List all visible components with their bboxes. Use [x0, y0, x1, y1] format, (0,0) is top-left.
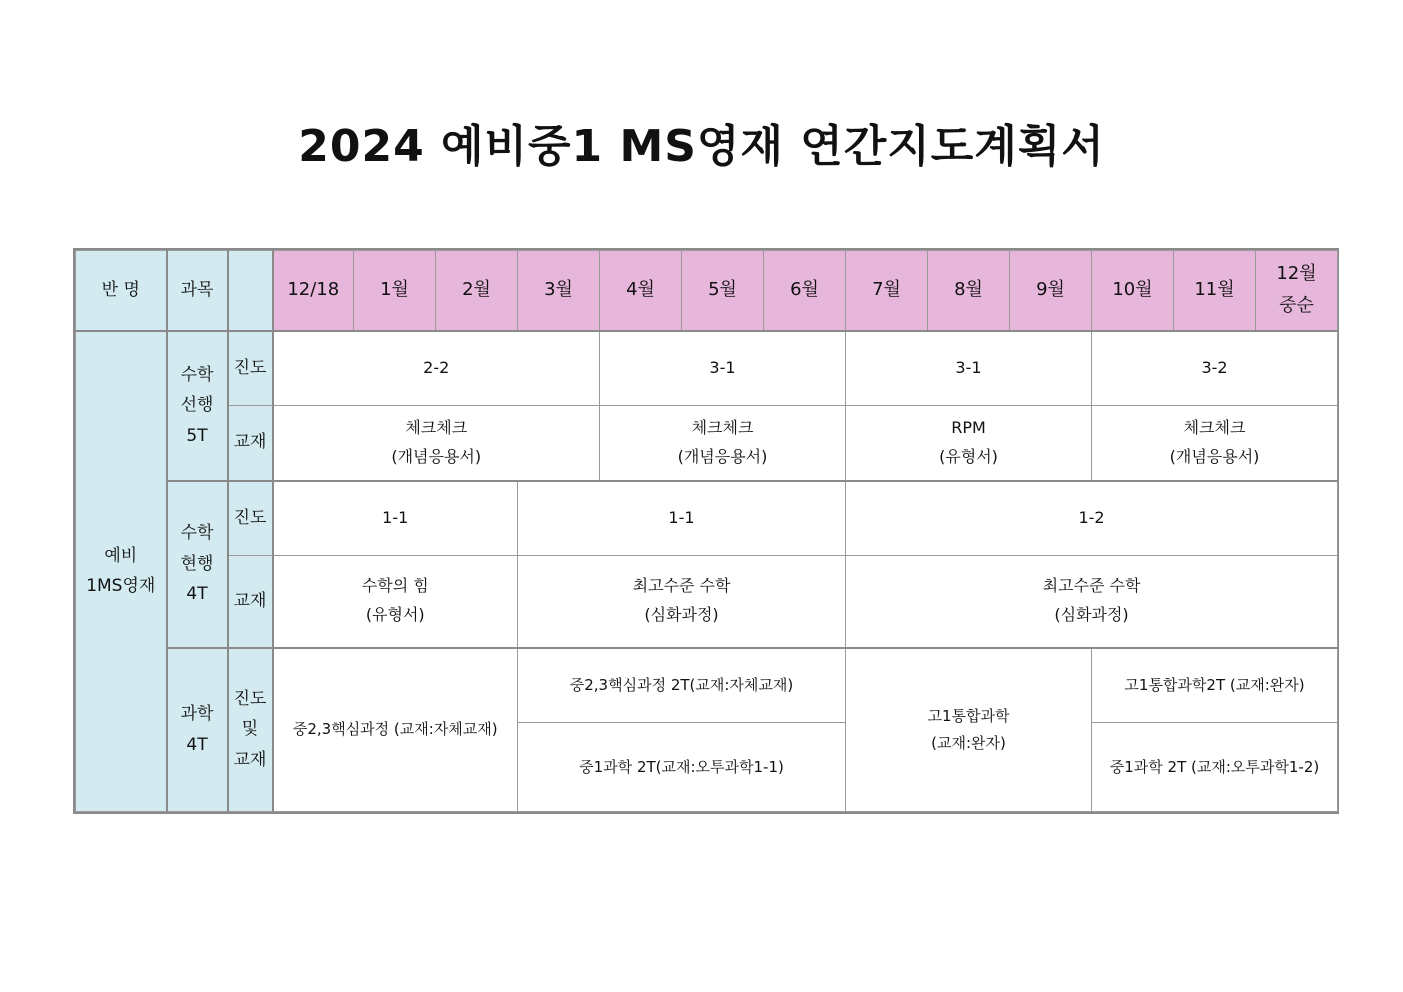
progress-cell: 3-1: [846, 331, 1092, 406]
subject-line: 수학: [180, 364, 214, 385]
science-cell: 중1과학 2T (교재:오투과학1-2): [1092, 723, 1338, 812]
material-name: 체크체크: [691, 417, 754, 437]
material-name: RPM: [951, 417, 986, 437]
progress-cell: 3-1: [600, 331, 846, 406]
material-name: 체크체크: [405, 417, 468, 437]
header-month: 2월: [436, 251, 518, 331]
header-month: 12/18: [273, 251, 354, 331]
science-cell: [846, 648, 1092, 812]
header-class-name: 반 명: [76, 251, 167, 331]
subject-science: [167, 648, 228, 812]
subject-line: 선행: [180, 395, 214, 416]
material-type: (개념응용서): [1169, 446, 1260, 466]
subject-line: 과학: [180, 704, 214, 725]
material-cell: [1092, 406, 1338, 481]
progress-cell: 1-1: [518, 481, 846, 556]
progress-cell: 3-2: [1092, 331, 1338, 406]
header-month: 8월: [928, 251, 1010, 331]
header-month: 10월: [1092, 251, 1174, 331]
material-name: 최고수준 수학: [1042, 576, 1141, 596]
header-month: 1월: [354, 251, 436, 331]
row-type-line: 교재: [233, 750, 267, 771]
header-month: 9월: [1010, 251, 1092, 331]
material-type: (개념응용서): [391, 446, 482, 466]
material-name: 체크체크: [1183, 417, 1246, 437]
subject-math-current: [167, 481, 228, 648]
material-type: (유형서): [939, 446, 998, 466]
science-cell: 중2,3핵심과정 (교재:자체교재): [273, 648, 518, 812]
subject-line: 수학: [180, 523, 214, 544]
row-type-progress: 진도: [228, 331, 273, 406]
science-cell: 중2,3핵심과정 2T(교재:자체교재): [518, 648, 846, 723]
header-month-last-line1: 12월: [1276, 262, 1317, 284]
row-type-progress-material: [228, 648, 273, 812]
page-title: 2024 예비중1 MS영재 연간지도계획서: [298, 121, 1105, 172]
header-month: 6월: [764, 251, 846, 331]
material-cell: [518, 556, 846, 648]
header-month: 11월: [1174, 251, 1256, 331]
row-type-line: 및: [241, 719, 259, 740]
progress-cell: 2-2: [273, 331, 600, 406]
header-blank: [228, 251, 273, 331]
progress-cell: 1-1: [273, 481, 518, 556]
material-cell: [273, 556, 518, 648]
class-label: [76, 331, 167, 812]
row-type-material: 교재: [228, 556, 273, 648]
row-type-line: 진도: [233, 688, 267, 709]
header-month-last: [1256, 251, 1338, 331]
header-month: 3월: [518, 251, 600, 331]
material-cell: [273, 406, 600, 481]
header-month: 4월: [600, 251, 682, 331]
science-cell-line1: 고1통합과학: [927, 706, 1010, 725]
subject-line: 5T: [186, 425, 208, 446]
material-cell: [600, 406, 846, 481]
header-subject: 과목: [167, 251, 228, 331]
material-type: (심화과정): [1054, 605, 1129, 625]
material-type: (유형서): [365, 605, 425, 625]
material-cell: [846, 406, 1092, 481]
annual-plan-table: [73, 248, 1339, 814]
science-cell: 고1통합과학2T (교재:완자): [1092, 648, 1338, 723]
science-cell-line2: (교재:완자): [931, 733, 1006, 752]
subject-line: 현행: [180, 553, 214, 574]
subject-line: 4T: [186, 584, 208, 605]
class-label-line2: 1MS영재: [86, 576, 156, 597]
material-type: (심화과정): [644, 605, 719, 625]
material-name: 최고수준 수학: [632, 576, 731, 596]
header-month-last-line2: 중순: [1279, 295, 1314, 317]
row-type-material: 교재: [228, 406, 273, 481]
header-month: 5월: [682, 251, 764, 331]
material-name: 수학의 힘: [361, 576, 429, 596]
material-cell: [846, 556, 1338, 648]
progress-cell: 1-2: [846, 481, 1338, 556]
row-type-progress: 진도: [228, 481, 273, 556]
subject-math-advance: [167, 331, 228, 481]
header-month: 7월: [846, 251, 928, 331]
material-type: (개념응용서): [677, 446, 768, 466]
subject-line: 4T: [186, 734, 208, 755]
science-cell: 중1과학 2T(교재:오투과학1-1): [518, 723, 846, 812]
class-label-line1: 예비: [104, 545, 138, 566]
